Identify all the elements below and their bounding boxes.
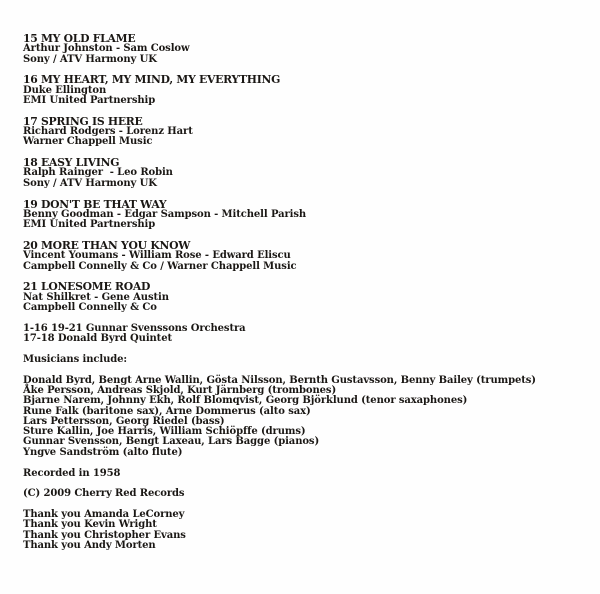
track-credits: Richard Rodgers - Lorenz Hart bbox=[23, 126, 193, 138]
track-number: 19 bbox=[23, 197, 38, 211]
musician-line: Rune Falk (baritone sax), Arne Dommerus (alto sax) bbox=[23, 405, 311, 417]
track-publisher: Campbell Connelly & Co / Warner Chappell Music bbox=[23, 260, 297, 272]
ensemble-credits bbox=[23, 324, 592, 345]
musician-line: Lars Pettersson, Georg Riedel (bass) bbox=[23, 415, 225, 427]
track-number: 20 bbox=[23, 238, 38, 252]
thanks-line: Thank you Amanda LeCorney bbox=[23, 509, 185, 521]
track-entry bbox=[23, 197, 592, 231]
track-entry bbox=[23, 158, 592, 189]
musician-line: Donald Byrd, Bengt Arne Wallin, Gösta Nilsson, Bernth Gustavsson, Benny Bailey (trumpets) bbox=[23, 374, 536, 386]
track-entry bbox=[23, 238, 592, 272]
ensemble-line: 17-18 Donald Byrd Quintet bbox=[23, 333, 172, 345]
track-publisher: Warner Chappell Music bbox=[23, 136, 153, 148]
musician-line: Sture Kallin, Joe Harris, William Schiöpffe (drums) bbox=[23, 426, 306, 438]
track-publisher: Campbell Connelly & Co bbox=[23, 301, 157, 313]
track-entry bbox=[23, 34, 592, 65]
track-publisher: EMI United Partnership bbox=[23, 94, 156, 106]
track-title-text: EASY LIVING bbox=[40, 156, 120, 170]
thanks-line: Thank you Kevin Wright bbox=[23, 519, 157, 531]
track-credits: Vincent Youmans - William Rose - Edward Eliscu bbox=[23, 250, 291, 262]
track-publisher: EMI United Partnership bbox=[23, 219, 156, 231]
track-number: 16 bbox=[23, 73, 38, 87]
musician-line: Åke Persson, Andreas Skjold, Kurt Järnberg (trombones) bbox=[23, 384, 337, 396]
track-title-text: DON'T BE THAT WAY bbox=[40, 197, 167, 211]
track-credits: Duke Ellington bbox=[23, 84, 107, 96]
track-title-text: LONESOME ROAD bbox=[40, 280, 151, 294]
track-title-text: MORE THAN YOU KNOW bbox=[40, 238, 191, 252]
liner-notes-content bbox=[23, 34, 592, 551]
track-credits: Nat Shilkret - Gene Austin bbox=[23, 291, 169, 303]
ensemble-line: 1-16 19-21 Gunnar Svenssons Orchestra bbox=[23, 322, 246, 334]
track-entry bbox=[23, 282, 592, 313]
musician-line: Gunnar Svensson, Bengt Laxeau, Lars Bagge (pianos) bbox=[23, 436, 320, 448]
track-entry bbox=[23, 75, 592, 106]
thanks-line: Thank you Christopher Evans bbox=[23, 529, 186, 541]
thanks-line: Thank you Andy Morten bbox=[23, 539, 156, 551]
track-list bbox=[23, 34, 592, 313]
track-entry bbox=[23, 114, 592, 148]
track-number: 17 bbox=[23, 114, 38, 128]
track-publisher: Sony / ATV Harmony UK bbox=[23, 53, 157, 65]
copyright-note: (C) 2009 Cherry Red Records bbox=[23, 488, 185, 500]
musicians-heading: Musicians include: bbox=[23, 353, 127, 365]
track-credits: Arthur Johnston - Sam Coslow bbox=[23, 43, 190, 55]
thanks-list bbox=[23, 510, 592, 551]
musician-line: Bjarne Narem, Johnny Ekh, Rolf Blomqvist, Georg Björklund (tenor saxaphones) bbox=[23, 395, 468, 407]
track-number: 15 bbox=[23, 32, 38, 45]
musicians-list bbox=[23, 376, 592, 458]
track-title-text: MY HEART, MY MIND, MY EVERYTHING bbox=[40, 73, 281, 87]
track-number: 18 bbox=[23, 156, 38, 170]
musician-line: Yngve Sandström (alto flute) bbox=[23, 446, 183, 458]
track-title-text: SPRING IS HERE bbox=[40, 114, 143, 128]
track-credits: Benny Goodman - Edgar Sampson - Mitchell Parish bbox=[23, 208, 307, 220]
track-title bbox=[23, 75, 592, 85]
recorded-note: Recorded in 1958 bbox=[23, 467, 121, 479]
track-credits: Ralph Rainger - Leo Robin bbox=[23, 167, 173, 179]
track-number: 21 bbox=[23, 280, 38, 294]
track-publisher: Sony / ATV Harmony UK bbox=[23, 177, 157, 189]
track-title-text: MY OLD FLAME bbox=[40, 32, 136, 45]
